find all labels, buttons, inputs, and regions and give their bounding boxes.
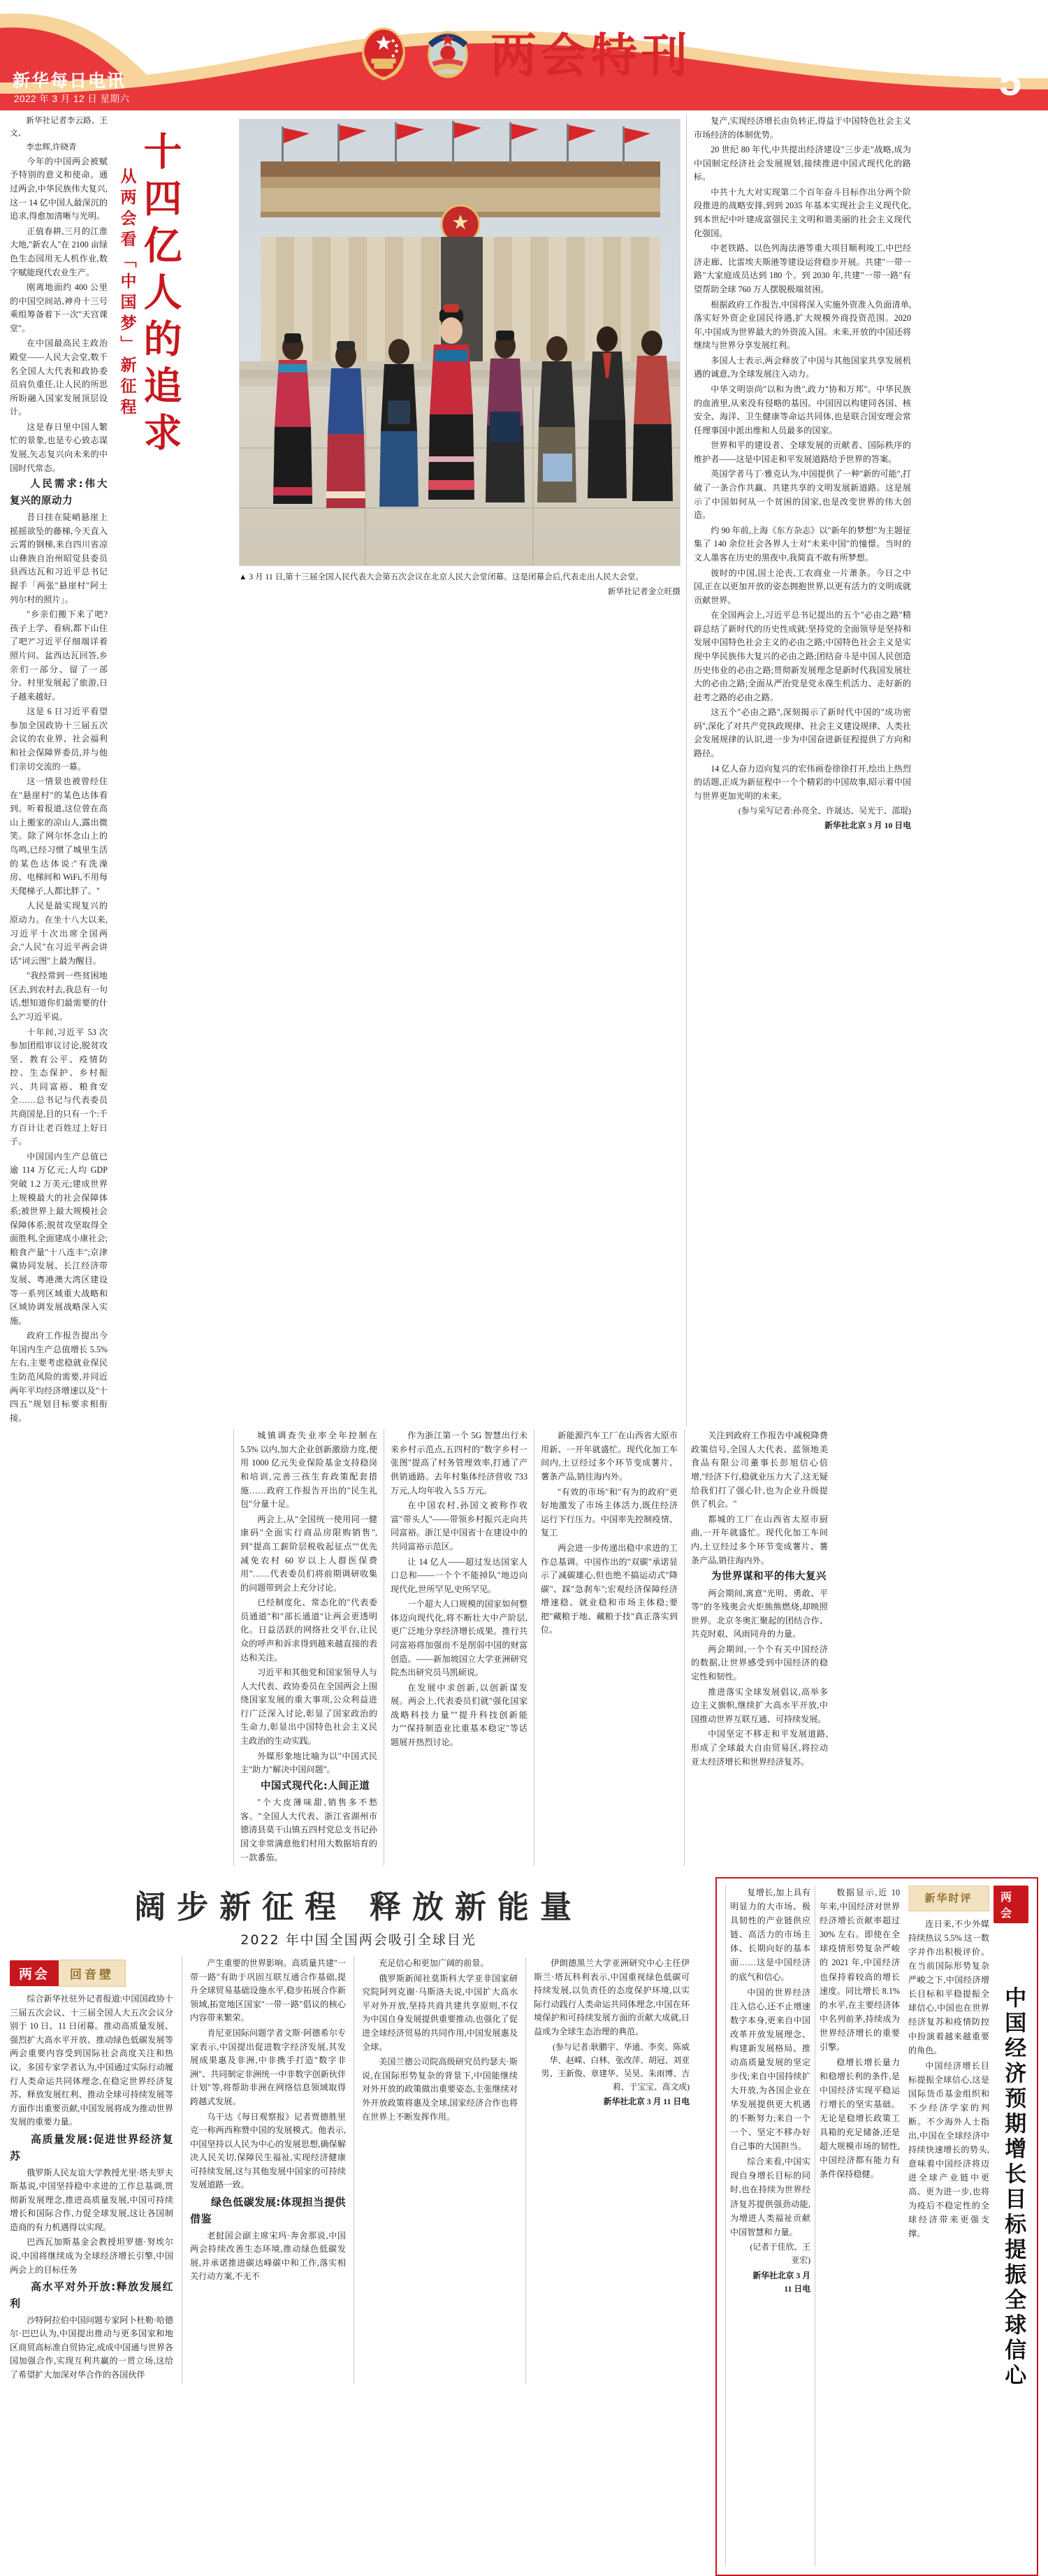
lead-para: 这是春日里中国人繁忙的景象,也是专心致志谋发展,矢志复兴向未来的中国时代常态。 xyxy=(10,421,108,473)
top-section xyxy=(10,115,1038,1426)
lead-para: 两会期间,寓意"光明、勇敢、平等"的冬残奥会火炬熊熊燃烧,却映照世界。北京冬奥汇聚起的团结合作、共克时艰、风雨同舟的力量。 xyxy=(691,1588,828,1640)
lead-para: 政府工作报告提出今年国内生产总值增长 5.5% 左右,主要考虑稳就业保民生防范风险的需要,并同近两年平均经济增速以及"十四五"规划目标要求相衔接。 xyxy=(10,1331,108,1423)
commentary-title-area xyxy=(994,1886,1028,2566)
lead-para: 两会期间,一个个有关中国经济的数据,让世界感受到中国经济的稳定性和韧性。 xyxy=(691,1644,828,1682)
lead-para: 多国人士表示,两会释放了中国与其他国家共享发展机遇的诚意,为全球发展注入动力。 xyxy=(694,355,911,379)
commentary-para: 中国的世界经济注入信心,还不止增速数字本身,更来自中国改革开放发展理念、构建新发展格局、推动高质量发展的坚定步伐;来自中国持续扩大开放,为各国企业在华发展提供更大机遇的不断努力;来自一个一个、坚定不移办好自己事的大国担当。 xyxy=(730,1987,810,2152)
lead-para: 今年的中国两会被赋予特别的意义和使命。通过两会,中华民族伟大复兴,这一 14 亿中国人最深沉的追求,得愈加清晰与光明。 xyxy=(10,156,108,222)
lead-para: 这是 6 日习近平看望参加全国政协十三届五次会议的农业界、社会福利和社会保障界委员,并与他们亲切交流的一幕。 xyxy=(10,707,108,772)
lead-para: 根据政府工作报告,中国将深入实施外资准入负面清单,落实好外资企业国民待遇,扩大规模外商投资范围。2020 年,中国成为世界最大的外资流入国。未来,开放的中国还将继续与世界分享发展红利。 xyxy=(694,299,911,351)
section-heading: 绿色低碳发展:体现担当提供借鉴 xyxy=(190,2195,346,2226)
commentary-col-1 xyxy=(904,1886,994,2566)
commentary-credit-line-2: 新华社北京 3 月 11 日电 xyxy=(752,2270,810,2294)
two-sessions-badge: 两会 xyxy=(994,1886,1028,1923)
lead-para: "乡亲们搬下来了吧?孩子上学、看病,都下山住了吧?"习近平仔细端详着照片问。盆西达瓦回答,乡亲们一部分、留了一部分。村里发展起了旅游,日子越来越好。 xyxy=(10,609,108,702)
bottom-para: 乌干达《每日观察报》记者贾德胜里克一称两西称赞中国的发展模式。他表示,中国坚持以人民为中心的发展思想,确保解决人民关切,保障民生福祉,实现经济健康可持续发展,这与其他发展中国家的可持续发展道路一致。 xyxy=(190,2111,346,2190)
bottom-left-article xyxy=(10,1877,715,2576)
special-edition-title: 两会特刊 xyxy=(490,28,692,82)
section-heading: 高质量发展:促进世界经济复苏 xyxy=(10,2132,173,2163)
lead-para: 在中国农村,孙国文被称作收富"带头人"——带领乡村振兴走向共同富裕。浙江是中国省十在建设中的共同富裕示范区。 xyxy=(391,1500,527,1551)
page-body xyxy=(0,115,1048,2576)
main-headline-block xyxy=(115,115,233,1426)
lead-para: 中老铁路、以色列海法港等重大项目顺利竣工,中巴经济走廊、比雷埃夫斯港等建设运营稳步开展。共建"一带一路"大家庭成员达到 180 个。到 2030 年,共建"一带一路"有望帮助全球 760 万人摆脱极端贫困。 xyxy=(694,243,911,294)
lead-para: "有效的市场"和"有为的政府"更好地激发了市场主体活力,既住经济运行下行压力。中国率先控制疫情、复工 xyxy=(541,1486,678,1538)
lead-para: 中华文明崇尚"以和为贵",政力"协和万邦"。中华民族的血液里,从来没有侵略的基因。中国因以构建同各国、核安全、海洋、卫生健康等命运共同体,也是联合国安理会常任理事国中派出维和人员最多的国家。 xyxy=(694,384,911,435)
lead-para: 两会进一步传递出稳中求进的工作总基调。中国作出的"双碳"承诺显示了减碳雄心,但也绝不搞运动式"降碳"、踩"急刹车";宏观经济保障经济增速稳、就业稳和市场主体稳;要把"藏粮于地、藏粮于技"真正落实到位。 xyxy=(541,1542,678,1635)
lead-para: 彼时的中国,国土沦丧,工农商业一片萧条。今日之中国,正在以更加开放的姿态拥抱世界,以更有活力的文明成就贡献世界。 xyxy=(694,567,911,605)
bottom-para: 肯尼亚国际问题学者文斯·阿德希尔专家表示,中国提出促进数字经济发展,其发展成果惠及非洲,中非携手打造"数字非洲"、共同制定非洲统一中非数字创新伙伴计划"等,将帮助非洲在网络信息领域取得跨越式发展。 xyxy=(190,2028,346,2106)
photo-block xyxy=(233,115,686,1426)
news-photo xyxy=(239,119,681,566)
commentary-title: 中国经济预期增长目标提振全球信心 xyxy=(1000,1986,1026,2389)
bottom-credit-line-2: 新华社北京 3 月 11 日电 xyxy=(603,2097,690,2107)
bottom-para: 巴西瓦加斯基金会教授坦罗德·努埃尔说,中国将继续成为全球经济增长引擎,中国两会上的目标任务 xyxy=(10,2237,173,2275)
lead-article-column-1 xyxy=(10,115,115,1426)
lead-para: 中国坚定不移走和平发展道路,形成了全球最大自由贸易区,将拉动亚太经济增长和世界经济复苏。 xyxy=(691,1729,828,1767)
lead-para: 中国国内生产总值已逾 114 万亿元;人均 GDP 突破 1.2 万美元;建成世界上规模最大的社会保障体系;被世界上最大规模社会保障体系;脱贫攻坚取得全面胜利,全面建成小康社会;粮食产量"十八连丰";京津冀协同发展、长江经济带发展、粤港澳大湾区建设等一系列区域重大战略和区域协调发展战略深入实施。 xyxy=(10,1151,108,1326)
bottom-para: 充足信心和更加广阔的前景。 xyxy=(379,1958,489,1969)
lead-article-column-4 xyxy=(686,115,911,1426)
lead-para: 已经制度化、常态化的"代表委员通道"和"部长通道"让两会更透明化。日益活跃的网络社交平台,让民众的呼声和诉求得到越来越直接的表达和关注。 xyxy=(240,1598,377,1663)
bottom-para: 老挝国会副主席宋玛·奔舍那说,中国两会持续改善生态环境,推动绿色低碳发展,并承诺推进碳达峰碳中和工作,落实相关行动方案,不无不 xyxy=(190,2230,346,2282)
section-heading: 中国式现代化:人间正道 xyxy=(261,1780,370,1792)
article-credit-line-1: (参与采写记者:孙亮全、许晟达、吴光于、邵琨) xyxy=(738,806,911,816)
lead-para: 新能源汽车工厂在山西省大原市用新、一开年就盛忙。现代化加工车间内,土豆经过多个环节变成薯片、薯条产品,销往海内外。 xyxy=(541,1431,678,1482)
lead-para: 在中国最高民主政治殿堂——人民大会堂,数千名全国人大代表和政协委员肩负重任,让人民的所思所盼融入国家发展顶层设计。 xyxy=(10,338,108,417)
commentary-para: 综合来看,中国实现自身增长目标的同时,也在持续为世界经济复苏提供强劲动能,为增进人类福祉贡献中国智慧和力量。 xyxy=(730,2157,810,2237)
lead-para: 关注到政府工作报告中减税降费政策信号,全国人大代表、蓝领地美食品有限公司董事长彭旭信心倍增,"经济下行,稳就业压力大了,这无疑给我们打了强心针,也为企业升级提供了机会。" xyxy=(691,1431,828,1510)
byline-line-1: 新华社记者李云路、王文、 xyxy=(10,116,108,138)
lead-para: 中共十九大对实现第二个百年奋斗目标作出分两个阶段推进的战略安排,到到 2035 年基本实现社会主义现代化,到本世纪中叶建成富强民主文明和谐美丽的社会主义现代化强国。 xyxy=(694,187,911,238)
lead-para: 约 90 年前,上海《东方杂志》以"新年的梦想"为主题征集了 140 余位社会各界人士对"未来中国"的憧憬。当时的文人墨客在历史的黑夜中,我简直不敢有所梦想。 xyxy=(694,525,911,563)
commentary-box xyxy=(715,1877,1038,2576)
section-heading: 人民需求:伟大复兴的原动力 xyxy=(10,479,108,507)
lead-para: 一个超大人口规模的国家如何整体迈向现代化,将不断壮大中产阶层,更广泛地分享经济增长成果。推行共同富裕将加强而不是削弱中国的财富创造。——新加坡国立大学亚洲研究院杰出研究员马凯硕说。 xyxy=(391,1599,527,1678)
bottom-credit-line-1: (参与记者:耿鹏宇、华通、李奕、陈威华、赵嵘、白林、张改萍、胡冠、刘亚男、王新俊、章建华、吴昊、朱雨博、吉莉、于宝宝、高文成) xyxy=(541,2041,690,2092)
lower-column-b xyxy=(384,1429,534,1866)
commentary-col-2 xyxy=(815,1886,904,2566)
cppcc-emblem-icon xyxy=(421,24,475,86)
echo-wall-badge: 回音壁 xyxy=(59,1960,126,1987)
section-heading: 为世界谋和平的伟大复兴 xyxy=(711,1571,827,1583)
main-headline: 十四亿人的追求 xyxy=(137,131,183,459)
lead-para: 作为浙江第一个 5G 智慧出行未来乡村示范点,五四村的"数字乡村一张图"提高了村务管理效率,打通了产供销通路。去年村集体经济营收 733 万元,人均年收入 5.5 万元。 xyxy=(391,1431,527,1496)
commentary-para: 数据显示,近 10 年来,中国经济对世界经济增长贡献率超过 30% 左右。即使在全球疫情形势复杂严峻的 2021 年,中国经济也保持着较高的增长速度。同比增长 8.1% 的水平,在主要经济体中名列前茅,持续成为世界经济增长的重要引擎。 xyxy=(820,1888,900,2052)
bottom-column-2 xyxy=(182,1957,354,2383)
bottom-para: 产生重要的世界影响。高质量共建"一带一路"有助于巩固互联互通合作基础,提升全球贸易基础设施水平,稳步拓展合作新领域,拓宽地区国家"一带一路"倡议的核心内容带来繁荣。 xyxy=(190,1958,346,2023)
masthead-title-group xyxy=(0,0,1048,110)
lead-para: 让 14 亿人——超过发达国家人口总和——一个个不能掉队"地迈向现代化,世所罕见,史所罕见。 xyxy=(391,1556,527,1594)
masthead xyxy=(0,0,1048,110)
lead-para: 这一情景也被曾经住在"悬崖村"的某色达体看到。听着报道,这位曾在高山上搬家的凉山人,露出微笑。除了网尔怀念山上的鸟鸣,已经习惯了城里生活的某色达体说:"有洗澡房、电梯间和 WiFi,不用每天爬梯子,人都比胖了。" xyxy=(10,776,108,896)
lead-para: 复产,实现经济增长由负转正,得益于中国特色社会主义市场经济的体制优势。 xyxy=(694,116,911,140)
lead-para: 在发展中求创新,以创新谋发展。两会上,代表委员们就"强化国家战略科技力量""提升科技创新能力""保持制造业比重基本稳定"等话题展开热烈讨论。 xyxy=(391,1682,527,1748)
bottom-para: 沙特阿拉伯中国问题专家阿卜杜勒·哈德尔·巴巴认为,中国提出推动与更多国家和地区商贸高标准自贸协定,或成中国通与世界各国加强合作,实现互利共赢的一贯立场,这给了希望扩大加深对华合作的各国伙伴 xyxy=(10,2315,173,2380)
lead-para: 推进落实全球发展倡议,高举多边主义旗帜,继续扩大高水平开放,中国推动世界互联互通、可持续发展。 xyxy=(691,1686,828,1724)
lead-para: 刚离地面约 400 公里的中国空间站,神舟十三号乘组筹备着下一次"天宫课堂"。 xyxy=(10,282,108,333)
bottom-para: 俄罗斯人民友谊大学教授尤里·塔夫罗夫斯基说,中国坚持稳中求进的工作总基调,贯彻新发展理念,推进高质量发展,中国可持续增长和国际合作,力促全球发展,这让各国制造商的有力机遇得以实现。 xyxy=(10,2167,173,2232)
commentary-para: 复增长,加上具有明显力的大市场、极具韧性的产业链供应链、高活力的市场主体、长期向好的基本面……这是中国经济的底气和信心。 xyxy=(730,1888,810,1982)
bottom-column-4 xyxy=(525,1957,697,2383)
lead-para: 14 亿人奋力迈向复兴的宏伟画卷徐徐打开,绘出上热烈的话题,正成为新征程中一个个精彩的中国故事,昭示着中国与世界更加光明的未来。 xyxy=(694,763,911,801)
lead-para: "我经常到一些贫困地区去,到农村去,我总有一句话,想知道你们最需要的什么?"习近平说。 xyxy=(10,971,108,1022)
commentary-box-wrapper xyxy=(715,1877,1038,2576)
newspaper-brand: 新华每日电讯 xyxy=(13,71,126,91)
bottom-section xyxy=(10,1877,1038,2576)
lead-para: 20 世纪 80 年代,中共提出经济建设"三步走"战略,成为中国制定经济社会发展规划,接续推进中国式现代化的路标。 xyxy=(694,145,911,182)
echo-badge xyxy=(10,1960,173,1987)
national-emblem-icon xyxy=(356,24,411,86)
lead-article-lower-columns xyxy=(10,1429,1038,1866)
main-subheadline: 从两会看「中国梦」新征程 xyxy=(117,168,137,419)
bottom-column-3 xyxy=(354,1957,525,2383)
page-number: 5 xyxy=(998,59,1021,104)
lead-para: 外媒形象地比喻为以"中国式民主"助力"解决中国问题"。 xyxy=(240,1751,377,1775)
byline-line-2: 李忠辉,许晓青 xyxy=(26,142,77,152)
bottom-banner-subtitle: 2022 年中国全国两会吸引全球目光 xyxy=(240,1932,476,1948)
xinhua-commentary-badge: 新华时评 xyxy=(908,1886,989,1911)
bottom-para: 伊朗德黑兰大学亚洲研究中心主任伊斯兰·塔瓦科利表示,中国重视绿色低碳可持续发展,以负责任的态度保护环境,以实际行动践行人类命运共同体理念,中国在环境保护和可持续发展方面的贡献大成就,日益成为全球生态治理的典范。 xyxy=(534,1958,690,2037)
lead-para: 这五个"必由之路",深刻揭示了新时代中国的"成功密码",深化了对共产党执政规律、社会主义建设规律、人类社会发展规律的认识,进一步为中国奋进新征程提供了方向和路径。 xyxy=(694,707,911,759)
lead-para: "个大皮薄味甜,销售多不愁客。"全国人大代表、浙江省湖州市德清县莫干山镇五四村党总支书记孙国文非常满意他们村用大数据培育的一款番茄。 xyxy=(240,1797,377,1862)
lead-para: 人民是最实现复兴的原动力。在坐十八大以来,习近平十次出席全国两会,"人民"在习近平两会讲话"词云图"上最为醒目。 xyxy=(10,901,108,966)
lead-para: 正值春耕,三月的江淮大地,"新农人"在 2100 亩绿色生态园用无人机作业,数字赋能现代农业生产。 xyxy=(10,226,108,277)
lower-column-d xyxy=(684,1429,834,1866)
echo-column xyxy=(10,1957,182,2383)
lead-para: 都城的工厂在山西省太原市厨曲,一开年就盛忙。现代化加工车间内,土豆经过多个环节变成薯片、薯条产品,销往海内外。 xyxy=(691,1514,828,1565)
two-sessions-badge: 两会 xyxy=(10,1960,59,1986)
commentary-badge xyxy=(994,1886,1028,1923)
photo-caption: ▲ 3 月 11 日,第十三届全国人民代表大会第五次会议在北京人民大会堂闭幕。这是闭幕会后,代表走出人民大会堂。 xyxy=(239,572,644,581)
lead-para: 英国学者马丁·雅克认为,中国提供了一种"新的可能",打破了一条合作共赢、共建共享的文明发展新道路。这是展示了中国如何从一个贫困的国家,也是改变世界的伟大创造。 xyxy=(694,469,911,521)
commentary-body xyxy=(725,1886,994,2566)
section-heading: 高水平对外开放:释放发展红利 xyxy=(10,2280,173,2310)
commentary-para: 连日来,不少外媒持续热议 5.5% 这一数字并作出积极评价。在当前国际形势复杂严峻之下,中国经济增长目标和平稳提振全球信心,中国也在世界经济复苏和疫情防控中扮演着越来越重要的角色。 xyxy=(908,1919,989,2055)
bottom-banner-title: 阔步新征程 释放新能量 xyxy=(134,1888,583,1926)
photo-credit: 新华社记者金立旺摄 xyxy=(607,586,681,596)
news-photo-illustration xyxy=(240,120,681,566)
lower-column-a xyxy=(233,1429,384,1866)
bottom-para: 综合新华社驻外记者报道:中国国政协十三届五次会议、十三届全国人大五次会议分别于 10 日、11 日闭幕。推动高质量发展、强烈扩大高水平开放、推动绿色低碳发展等两会重要内容受到国际社会高度关注和热议。多国专家学者认为,中国通过实际行动履行人类命运共同体理念,在稳定世界经济复苏、释放发展红利、推动全球可持续发展等方面作出重要贡献,中国发展将成为推动世界发展的重要力量。 xyxy=(10,1994,173,2127)
lead-para: 世界和平的建设者、全球发展的贡献者、国际秩序的维护者——这是中国走和平发展道路给予世界的答案。 xyxy=(694,440,911,464)
lead-para: 十年间,习近平 53 次参加团组审议讨论,脱贫攻坚、教育公平、疫情防控、生态保护、乡村振兴、共同富裕、粮食安全……总书记与代表委员共商国是,目的只有一个:千方百计让老百姓过上好日子。 xyxy=(10,1027,108,1147)
lead-para: 习近平和其他党和国家领导人与人大代表、政协委员在全国两会上围绕国家发展的重大事项,公众利益进行广泛深入讨论,彰显了国家政治的生命力,彰显出中国特色社会主义民主政治的生动实践。 xyxy=(240,1667,377,1746)
lead-para: 城镇调查失业率全年控制在 5.5% 以内,加大企业创新激励力度,便用 1000 亿元失业保险基金支持稳岗和培训,完善三孩生育政策配套措施……政府工作报告开出的"民生礼包"分量十足。 xyxy=(240,1431,377,1510)
lead-para: 两会上,从"全国统一使用同一健康码"全面实行商品房限购销售",到"提高工薪阶层税收起征点""优先减免农村 60 岁以上人群医保费用"……代表委员们将前期调研收集的问题带到会上充分讨论。 xyxy=(240,1514,377,1593)
commentary-para: 稳增长增长量力和稳增长利的条件,是中国经济实现平稳运行增长的坚实基础。无论是稳增长政策工具箱的充足储备,还是超大规模市场的韧性,中国经济都有能力有条件保持稳健。 xyxy=(820,2057,900,2180)
commentary-col-3 xyxy=(725,1886,815,2566)
commentary-credit-line-1: (记者于佳欣、王亚宏) xyxy=(750,2241,810,2266)
bottom-para: 美国兰德公司院高级研究员约瑟夫·斯说,在国际形势复杂的背景下,中国能继续对外开放的政策做出重要姿态,主张继续对外开放政策将惠及全球,国家经济合作也将在世界上不断发挥作用。 xyxy=(362,2057,518,2122)
lead-para: 在全国两会上,习近平总书记提出的五个"必由之路"精辟总结了新时代的历史性成就:坚持党的全面领导是坚持和发展中国特色社会主义的必由之路;中国特色社会主义是实现中华民族伟大复兴的必由之路;团结奋斗是中国人民创造历史伟业的必由之路;贯彻新发展理念是新时代我国发展壮大的必由之路;全面从严治党是党永葆生机活力、走好新的赶考之路的必由之路。 xyxy=(694,610,911,702)
bottom-para: 俄罗斯新闻社莫斯科大学亚非国家研究院阿列克谢·马斯洛夫说,中国扩大高水平对外开放,坚持共商共建共享原则,不仅为中国自身发展提供重要推动,也强化了促进全球经济贸易的共同作用,中国发展惠及全球。 xyxy=(362,1973,518,2052)
commentary-para: 中国经济增长目标提振全球信心,这是国际货币基金组织和不少经济学家的判断。不少海外人士指出,中国在全球经济中持续快速增长的势头,意味着中国经济将迈进全球产业链中更高、更为进一步,也将为疫后不稳定性的全球经济带来更强支撑。 xyxy=(908,2060,989,2239)
lower-column-c xyxy=(534,1429,684,1866)
publication-date: 2022 年 3 月 12 日 星期六 xyxy=(14,94,130,104)
lead-para: 昔日挂在陡峭悬崖上摇摇欲坠的藤梯,今天直入云霄的钢梯,来自四川省凉山彝族自治州昭觉县委员县西达瓦和习近平总书记握手「两张"悬崖村"阿土列尔村的照片」。 xyxy=(10,512,108,605)
article-credit-line-2: 新华社北京 3 月 10 日电 xyxy=(824,820,911,831)
echo-column-text xyxy=(10,1992,173,2382)
